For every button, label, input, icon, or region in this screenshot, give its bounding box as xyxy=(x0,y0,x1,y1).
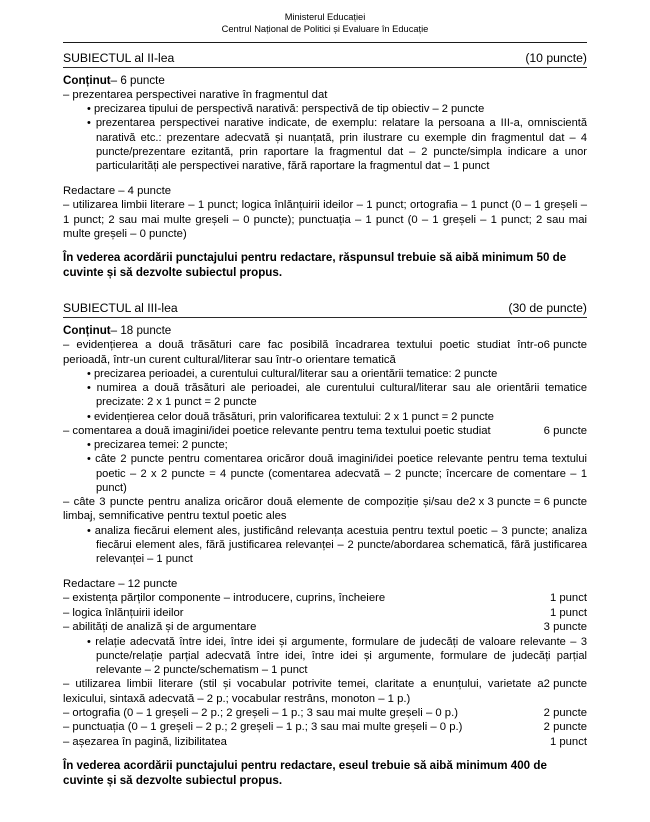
continut-points: – 18 puncte xyxy=(110,324,172,338)
subject-3-item-1-text: – evidențierea a două trăsături care fac posibilă încadrarea textului poetic studiat într-o perioadă, într-un curent cultural/literar sau într-o orientare tematică xyxy=(63,339,544,366)
bullet-text: precizarea perioadei, a curentului cultural/literar sau a orientării tematice: 2 puncte xyxy=(93,368,498,380)
subject-3-item-3-score: 2 x 3 puncte = 6 puncte xyxy=(469,496,587,509)
row-score: 1 punct xyxy=(549,735,587,748)
subject-3-note: În vederea acordării punctajului pentru redactare, eseul trebuie să aibă minimum 400 de cuvinte și să dezvolte subiectul propus. xyxy=(63,759,547,787)
bullet-dot-icon: • xyxy=(87,524,91,537)
ministry-line: Ministerul Educației xyxy=(284,12,366,22)
header-divider xyxy=(63,42,587,43)
row-score: 1 punct xyxy=(549,592,587,605)
bullet-text: evidențierea celor două trăsături, prin valorificarea textului: 2 x 1 punct = 2 puncte xyxy=(93,410,494,423)
subject-3-item-2 xyxy=(63,424,587,438)
subject-3-redactare-label: Redactare – 12 puncte xyxy=(63,578,178,591)
subject-3-redactare-row-1 xyxy=(63,591,587,605)
subject-2-intro-dash: – prezentarea perspectivei narative în fragmentul dat xyxy=(63,88,328,101)
bullet-text: câte 2 puncte pentru comentarea oricăror două imagini/idei poetice relevante pentru tema textului poetic – 2 x 2 puncte = 4 puncte (comentarea adecvată – 2 puncte; încercare de comentare – 1 punct) xyxy=(95,453,587,494)
row-text: – așezarea în pagină, lizibilitatea xyxy=(63,735,227,748)
subject-2-redactare-label: Redactare – 4 puncte xyxy=(63,185,172,198)
row-score: 2 puncte xyxy=(543,721,587,734)
row-text: – ortografia (0 – 1 greșeli – 2 p.; 2 greșeli – 1 p.; 3 sau mai multe greșeli – 0 p.) xyxy=(63,706,458,719)
bullet-text: relație adecvată între idei, între idei și argumente, formulare de judecăți de valoare relevante – 3 puncte/relație parțial adecvată între idei, între idei și argumente, formulare de judecăți parțial relevante – 2 puncte/schematism – 1 punct xyxy=(95,635,587,677)
subject-3-redactare-row-6 xyxy=(63,735,587,749)
subject-2-heading xyxy=(63,51,587,68)
subject-3-item-2-bullet-1 xyxy=(63,438,587,452)
bullet-text: precizarea tipului de perspectivă narativă: perspectivă de tip obiectiv – 2 puncte xyxy=(93,103,485,116)
row-score: 3 puncte xyxy=(543,621,587,634)
row-text: – logica înlănțuirii ideilor xyxy=(63,606,184,619)
row-score: 1 punct xyxy=(549,606,587,619)
subject-3-item-1-bullet-1 xyxy=(63,367,587,381)
subject-3-redactare-bullet xyxy=(63,635,587,678)
subject-2-note: În vederea acordării punctajului pentru redactare, răspunsul trebuie să aibă minimum 50 de cuvinte și să dezvolte subiectul propus. xyxy=(63,250,567,279)
row-text: – existența părților componente – introducere, cuprins, încheiere xyxy=(63,592,386,605)
subject-3-item-1-bullet-2 xyxy=(63,381,587,409)
bullet-dot-icon: • xyxy=(87,635,91,648)
subject-3-item-3-bullet-1 xyxy=(63,524,587,567)
bullet-text: prezentarea perspectivei narative indicate, de exemplu: relatare la persoana a III-a, omniscientă narativă etc.: prezentare adecvată și nuanțată, prin ilustrare cu exemple din fragmentul dat – 4 puncte/prezentare ezitantă, prin raportare la fragmentul dat – 2 puncte/simpla indicare a unor particularități ale perspectivei narative, fără raportare la fragmentul dat – 1 punct xyxy=(95,117,587,172)
bullet-dot-icon: • xyxy=(87,382,91,395)
continut-label: Conținut xyxy=(63,73,111,87)
row-score: 2 puncte xyxy=(543,706,587,719)
bullet-text: precizarea temei: 2 puncte; xyxy=(93,439,228,452)
bullet-dot-icon: • xyxy=(87,368,91,380)
subject-2-bullet-1 xyxy=(63,102,587,116)
subject-2-bullet-2 xyxy=(63,116,587,173)
subject-3-redactare-row-5 xyxy=(63,720,587,734)
subject-3-redactare-row-2 xyxy=(63,606,587,620)
subject-3-item-3-text: – câte 3 puncte pentru analiza oricăror două elemente de compoziție și/sau de limbaj, semnificative pentru textul poetic ales xyxy=(63,496,470,523)
bullet-dot-icon: • xyxy=(87,117,91,130)
subject-3-item-2-score: 6 puncte xyxy=(543,424,587,437)
bullet-dot-icon: • xyxy=(87,439,91,452)
subject-3-item-3 xyxy=(63,495,587,524)
subject-3-item-1-bullet-3 xyxy=(63,410,587,424)
bullet-dot-icon: • xyxy=(87,453,91,466)
language-criterion-text: – utilizarea limbii literare (stil și vocabular potrivite temei, claritate a enunțului, varietate a lexicului, sintaxă adecvată – 2 p.; vocabular restrâns, monoton – 1 p.) xyxy=(63,678,544,705)
continut-points: – 6 puncte xyxy=(110,73,165,87)
subject-2-title: SUBIECTUL al II-lea xyxy=(63,50,175,65)
subject-3-item-2-text: – comentarea a două imagini/idei poetice relevante pentru tema textului poetic studiat xyxy=(63,424,491,437)
subject-3-item-1-score: 6 puncte xyxy=(543,339,587,352)
row-text: – punctuația (0 – 1 greșeli – 2 p.; 2 greșeli – 1 p.; 3 sau mai multe greșeli – 0 p.) xyxy=(63,721,463,734)
subject-3-redactare-row-4 xyxy=(63,706,587,720)
subject-3-redactare-row-3 xyxy=(63,620,587,634)
center-line: Centrul Național de Politici și Evaluare în Educație xyxy=(221,24,429,35)
subject-3-title: SUBIECTUL al III-lea xyxy=(63,301,178,316)
subject-2-points: (10 puncte) xyxy=(525,50,587,65)
bullet-dot-icon: • xyxy=(87,103,91,116)
subject-2-continut-heading xyxy=(63,74,587,88)
subject-3-points: (30 de puncte) xyxy=(508,301,587,316)
subject-3-language-criterion xyxy=(63,677,587,706)
language-criterion-score: 2 puncte xyxy=(543,678,587,691)
subject-3-item-1 xyxy=(63,338,587,367)
bullet-text: numirea a două trăsături ale perioadei, ale curentului cultural/literar sau ale orientării tematice precizate: 2 x 1 punct = 2 puncte xyxy=(96,382,587,409)
continut-label: Conținut xyxy=(63,324,111,338)
subject-2-redactare-text: – utilizarea limbii literare – 1 punct; logica înlănțuirii ideilor – 1 punct; ortografia – 1 punct (0 – 1 greșeli – 1 punct; 2 sau mai multe greșeli – 0 puncte); punctuația – 1 punct (0 – 1 greșeli – 1 punct; 2 sau mai multe greșeli – 0 puncte) xyxy=(63,199,587,240)
bullet-dot-icon: • xyxy=(87,410,91,423)
subject-3-continut-heading xyxy=(63,324,587,338)
subject-3-item-2-bullet-2 xyxy=(63,452,587,495)
subject-3-heading xyxy=(63,301,587,318)
bullet-text: analiza fiecărui element ales, justificând relevanța acestuia pentru textul poetic – 3 puncte; analiza fiecărui element ales, fără justificarea relevanței – 2 puncte/abordarea schematică, fără justificarea relevanței – 1 punct xyxy=(94,524,587,566)
document-content xyxy=(0,51,650,789)
document-header xyxy=(0,0,650,36)
row-text: – abilități de analiză și de argumentare xyxy=(63,621,257,634)
